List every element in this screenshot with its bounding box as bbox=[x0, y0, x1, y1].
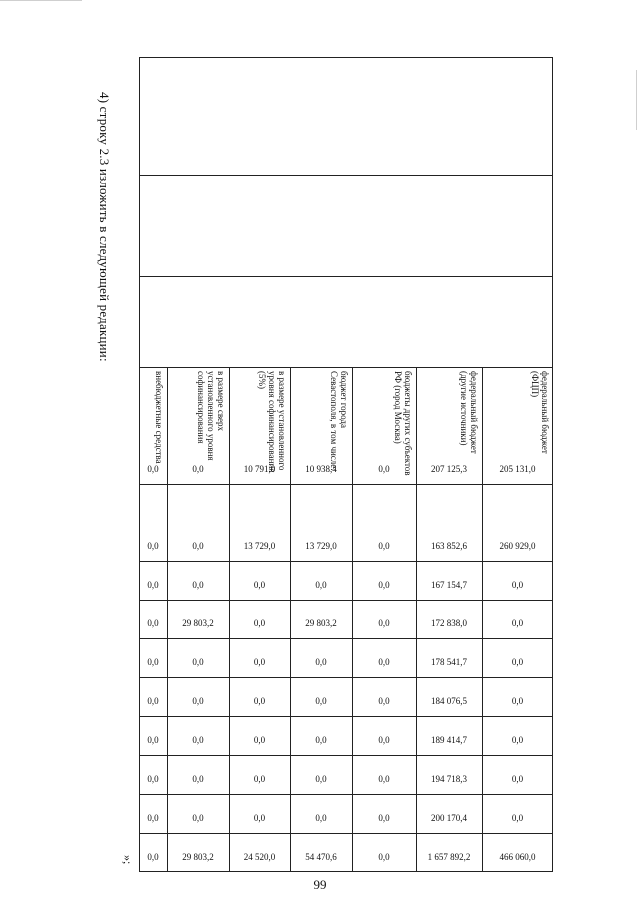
table-cell: 1 657 892,2 bbox=[427, 852, 471, 862]
table-cell: 0,0 bbox=[378, 541, 390, 551]
table-cell: 0,0 bbox=[192, 813, 204, 823]
table-cell: 0,0 bbox=[192, 464, 204, 474]
table-cell: 466 060,0 bbox=[499, 852, 536, 862]
column-header: бюджеты других субъектов РФ (город Москва) bbox=[393, 371, 413, 476]
table-row-rule bbox=[139, 561, 553, 562]
table-cell: 0,0 bbox=[147, 813, 159, 823]
table-cell: 0,0 bbox=[378, 464, 390, 474]
column-header: в размере установленного уровня софинансирования (5%) bbox=[257, 371, 287, 473]
table-cell: 54 470,6 bbox=[305, 852, 337, 862]
table-cell: 260 929,0 bbox=[499, 541, 536, 551]
table-cell: 29 803,2 bbox=[182, 852, 214, 862]
table-row-rule bbox=[139, 600, 553, 601]
table-cell: 0,0 bbox=[511, 735, 524, 745]
table-cell: 0,0 bbox=[378, 774, 390, 784]
page-number: 99 bbox=[313, 877, 327, 892]
table-row-rule bbox=[139, 755, 553, 756]
table-cell: 0,0 bbox=[147, 696, 159, 706]
column-header: в размере сверх установленного уровня софинансирования bbox=[196, 371, 226, 461]
table-cell: 0,0 bbox=[315, 774, 327, 784]
column-header: бюджет города Севастополя, в том числе: bbox=[329, 371, 349, 471]
table-row-rule bbox=[139, 677, 553, 678]
table-cell: 0,0 bbox=[253, 813, 266, 823]
table-cell: 0,0 bbox=[378, 852, 390, 862]
table-cell: 0,0 bbox=[315, 580, 327, 590]
table-cell: 13 729,0 bbox=[305, 541, 337, 551]
table-cell: 0,0 bbox=[253, 774, 266, 784]
table-cell: 0,0 bbox=[378, 618, 390, 628]
table-cell: 194 718,3 bbox=[431, 774, 467, 784]
table-cell: 0,0 bbox=[253, 657, 266, 667]
table-cell: 0,0 bbox=[192, 657, 204, 667]
column-header: федеральный бюджет (ФЦП) bbox=[530, 371, 550, 454]
table-cell: 0,0 bbox=[253, 735, 266, 745]
table-row-rule bbox=[139, 833, 553, 834]
table-cell: 0,0 bbox=[511, 618, 524, 628]
table-cell: 0,0 bbox=[253, 696, 266, 706]
table-cell: 0,0 bbox=[147, 774, 159, 784]
table-cell: 0,0 bbox=[192, 735, 204, 745]
table-cell: 0,0 bbox=[378, 813, 390, 823]
table-cell: 0,0 bbox=[147, 657, 159, 667]
table-cell: 10 791,0 bbox=[243, 464, 276, 474]
table-row-rule bbox=[139, 638, 553, 639]
table-cell: 0,0 bbox=[378, 657, 390, 667]
table-cell: 29 803,2 bbox=[182, 618, 214, 628]
table-cell: 0,0 bbox=[511, 657, 524, 667]
table-cell: 0,0 bbox=[147, 618, 159, 628]
table-row-rule bbox=[139, 716, 553, 717]
table-cell: 0,0 bbox=[253, 580, 266, 590]
table-cell: 163 852,6 bbox=[431, 541, 467, 551]
table-cell: 13 729,0 bbox=[243, 541, 276, 551]
table-cell: 24 520,0 bbox=[243, 852, 276, 862]
table-rule bbox=[139, 367, 553, 368]
table-rule bbox=[139, 175, 553, 176]
table-cell: 0,0 bbox=[315, 735, 327, 745]
column-header: внебюджетные средства bbox=[154, 371, 164, 464]
table-row-rule bbox=[139, 794, 553, 795]
table-cell: 189 414,7 bbox=[431, 735, 467, 745]
closing-quote: »; bbox=[121, 855, 135, 865]
column-header: федеральный бюджет (другие источники) bbox=[459, 371, 479, 454]
table-cell: 0,0 bbox=[192, 580, 204, 590]
table-cell: 205 131,0 bbox=[499, 464, 536, 474]
table-cell: 0,0 bbox=[192, 696, 204, 706]
table-rule bbox=[139, 276, 553, 277]
amendment-instruction: 4) строку 2.3 изложить в следующей редакции: bbox=[97, 92, 112, 362]
table-cell: 0,0 bbox=[511, 696, 524, 706]
table-cell: 0,0 bbox=[147, 852, 159, 862]
table-cell: 0,0 bbox=[147, 580, 159, 590]
table-cell: 0,0 bbox=[315, 813, 327, 823]
table-cell: 200 170,4 bbox=[431, 813, 467, 823]
table-cell: 0,0 bbox=[378, 696, 390, 706]
table-cell: 0,0 bbox=[147, 735, 159, 745]
table-cell: 0,0 bbox=[511, 580, 524, 590]
table-cell: 0,0 bbox=[378, 580, 390, 590]
table-cell: 167 154,7 bbox=[431, 580, 467, 590]
table-cell: 184 076,5 bbox=[431, 696, 467, 706]
table-cell: 0,0 bbox=[511, 774, 524, 784]
table-cell: 0,0 bbox=[192, 541, 204, 551]
table-cell: 10 938,4 bbox=[305, 464, 337, 474]
table-cell: 0,0 bbox=[147, 464, 159, 474]
table-cell: 207 125,3 bbox=[431, 464, 467, 474]
table-cell: 0,0 bbox=[511, 813, 524, 823]
table-cell: 0,0 bbox=[253, 618, 266, 628]
scan-artifact bbox=[636, 70, 637, 130]
table-cell: 29 803,2 bbox=[305, 618, 337, 628]
table-cell: 0,0 bbox=[378, 735, 390, 745]
table-cell: 0,0 bbox=[315, 696, 327, 706]
table-cell: 0,0 bbox=[192, 774, 204, 784]
table-row-rule bbox=[139, 484, 553, 485]
table-cell: 0,0 bbox=[315, 657, 327, 667]
table-cell: 172 838,0 bbox=[431, 618, 467, 628]
scan-artifact bbox=[0, 0, 82, 1]
table-cell: 0,0 bbox=[147, 541, 159, 551]
table-cell: 178 541,7 bbox=[431, 657, 467, 667]
